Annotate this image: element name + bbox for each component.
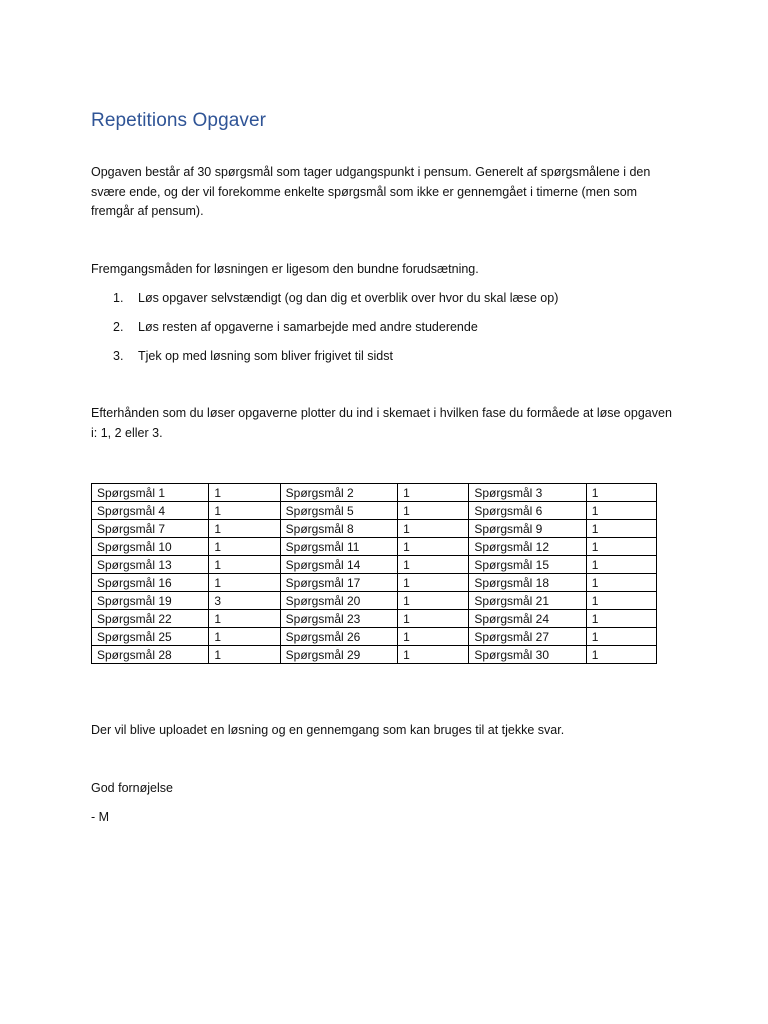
phase-cell: 1 [209,646,280,664]
question-cell: Spørgsmål 20 [280,592,397,610]
phase-cell: 1 [398,520,469,538]
phase-cell: 1 [586,538,656,556]
question-cell: Spørgsmål 16 [92,574,209,592]
phase-cell: 1 [209,520,280,538]
phase-cell: 1 [398,574,469,592]
question-cell: Spørgsmål 22 [92,610,209,628]
table-row [92,484,657,502]
phase-cell: 1 [209,538,280,556]
phase-cell: 1 [209,610,280,628]
question-cell: Spørgsmål 17 [280,574,397,592]
phase-cell: 1 [398,538,469,556]
table-row [92,610,657,628]
step-number: 1. [113,291,124,305]
question-cell: Spørgsmål 29 [280,646,397,664]
phase-cell: 1 [586,646,656,664]
document-title: Repetitions Opgaver [91,110,267,131]
solution-note: Der vil blive uploadet en løsning og en gennemgang som kan bruges til at tjekke svar. [91,723,565,737]
phase-cell: 1 [586,556,656,574]
step-number: 2. [113,320,124,334]
phase-cell: 1 [209,556,280,574]
question-cell: Spørgsmål 13 [92,556,209,574]
phase-cell: 1 [398,502,469,520]
step-text: Løs resten af opgaverne i samarbejde med andre studerende [138,320,478,334]
phase-cell: 1 [209,628,280,646]
phase-cell: 1 [586,484,656,502]
questions-table [91,483,657,664]
question-cell: Spørgsmål 7 [92,520,209,538]
question-cell: Spørgsmål 27 [469,628,586,646]
phase-cell: 3 [209,592,280,610]
question-cell: Spørgsmål 25 [92,628,209,646]
intro-paragraph: Opgaven består af 30 spørgsmål som tager udgangspunkt i pensum. Generelt af spørgsmålene i den svære ende, og der vil forekomme enkelte spørgsmål som ikke er gennemgået i timerne (men som fremgår af pensum). [91,165,651,218]
question-cell: Spørgsmål 28 [92,646,209,664]
phase-cell: 1 [398,628,469,646]
question-cell: Spørgsmål 11 [280,538,397,556]
question-cell: Spørgsmål 2 [280,484,397,502]
phase-cell: 1 [586,520,656,538]
phase-cell: 1 [586,610,656,628]
signature: - M [91,810,110,824]
question-cell: Spørgsmål 21 [469,592,586,610]
closing-text: God fornøjelse [91,781,173,795]
phase-cell: 1 [586,502,656,520]
phase-cell: 1 [209,484,280,502]
question-cell: Spørgsmål 19 [92,592,209,610]
question-cell: Spørgsmål 24 [469,610,586,628]
phase-cell: 1 [586,574,656,592]
step-text: Tjek op med løsning som bliver frigivet til sidst [138,349,393,363]
question-cell: Spørgsmål 30 [469,646,586,664]
table-row [92,628,657,646]
question-cell: Spørgsmål 8 [280,520,397,538]
phase-cell: 1 [209,574,280,592]
question-cell: Spørgsmål 1 [92,484,209,502]
phase-cell: 1 [209,502,280,520]
phase-cell: 1 [398,592,469,610]
phase-cell: 1 [398,556,469,574]
question-cell: Spørgsmål 3 [469,484,586,502]
step-number: 3. [113,349,124,363]
plot-instruction: Efterhånden som du løser opgaverne plotter du ind i skemaet i hvilken fase du formåede at løse opgaven i: 1, 2 eller 3. [91,406,672,440]
table-row [92,520,657,538]
table-row [92,646,657,664]
question-cell: Spørgsmål 15 [469,556,586,574]
question-cell: Spørgsmål 6 [469,502,586,520]
question-cell: Spørgsmål 23 [280,610,397,628]
question-cell: Spørgsmål 10 [92,538,209,556]
phase-cell: 1 [398,646,469,664]
question-cell: Spørgsmål 12 [469,538,586,556]
phase-cell: 1 [586,592,656,610]
question-cell: Spørgsmål 5 [280,502,397,520]
step-text: Løs opgaver selvstændigt (og dan dig et overblik over hvor du skal læse op) [138,291,559,305]
method-intro: Fremgangsmåden for løsningen er ligesom den bundne forudsætning. [91,262,479,276]
table-row [92,556,657,574]
table-row [92,592,657,610]
question-cell: Spørgsmål 26 [280,628,397,646]
table-row [92,538,657,556]
question-cell: Spørgsmål 14 [280,556,397,574]
phase-cell: 1 [398,484,469,502]
question-cell: Spørgsmål 4 [92,502,209,520]
table-row [92,574,657,592]
phase-cell: 1 [586,628,656,646]
question-cell: Spørgsmål 18 [469,574,586,592]
phase-cell: 1 [398,610,469,628]
table-row [92,502,657,520]
question-cell: Spørgsmål 9 [469,520,586,538]
